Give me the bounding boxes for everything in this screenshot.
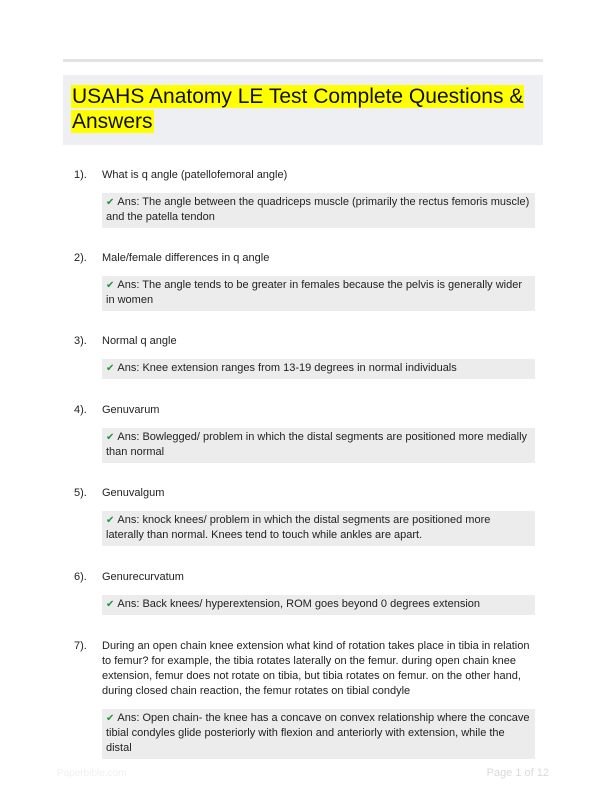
answer-text: Ans: Knee extension ranges from 13-19 degrees in normal individuals <box>117 362 457 374</box>
answer-text: Ans: Open chain- the knee has a concave on convex relationship where the concave tibial condyles glide posteriorly with flexion and anteriorly with extension, while the distal <box>106 712 530 754</box>
check-icon: ✔ <box>106 599 115 610</box>
check-icon: ✔ <box>106 713 115 724</box>
check-icon: ✔ <box>106 363 115 374</box>
question-number: 1). <box>74 169 87 181</box>
question-number: 2). <box>74 252 87 264</box>
page-number: Page 1 of 12 <box>486 767 549 779</box>
question-number: 7). <box>74 640 87 652</box>
check-icon: ✔ <box>106 432 115 443</box>
question-number: 5). <box>74 487 87 499</box>
question-number: 3). <box>74 335 87 347</box>
page-title-text: USAHS Anatomy LE Test Complete Questions & Answers <box>72 85 524 133</box>
check-icon: ✔ <box>106 197 115 208</box>
question-row <box>74 639 536 699</box>
question-text: Genuvarum <box>102 404 160 416</box>
qa-item <box>74 168 536 228</box>
qa-item <box>74 251 536 311</box>
question-text: Genuvalgum <box>102 487 165 499</box>
answer-box <box>102 595 535 615</box>
footer-watermark: Paperbible.com <box>57 768 127 779</box>
check-icon: ✔ <box>106 280 115 291</box>
qa-item <box>74 486 536 546</box>
question-row <box>74 334 536 349</box>
answer-box <box>102 193 535 228</box>
answer-box <box>102 359 535 379</box>
question-text: Male/female differences in q angle <box>102 252 270 264</box>
top-divider <box>63 59 543 62</box>
check-icon: ✔ <box>106 515 115 526</box>
question-row <box>74 251 536 266</box>
page-title <box>71 84 535 134</box>
answer-box <box>102 511 535 546</box>
qa-item <box>74 403 536 463</box>
question-row <box>74 486 536 501</box>
question-row <box>74 168 536 183</box>
answer-text: Ans: The angle between the quadriceps muscle (primarily the rectus femoris muscle) and the patella tendon <box>106 196 530 223</box>
answer-box <box>102 709 535 759</box>
answer-text: Ans: knock knees/ problem in which the distal segments are positioned more laterally than normal. Knees tend to touch while ankles are apart. <box>106 514 491 541</box>
question-text: What is q angle (patellofemoral angle) <box>102 169 288 181</box>
qa-item <box>74 639 536 759</box>
question-text: Genurecurvatum <box>102 571 184 583</box>
answer-box <box>102 276 535 311</box>
answer-text: Ans: Bowlegged/ problem in which the distal segments are positioned more medially than normal <box>106 431 528 458</box>
question-number: 4). <box>74 404 87 416</box>
question-text: Normal q angle <box>102 335 177 347</box>
answer-box <box>102 428 535 463</box>
qa-item <box>74 334 536 379</box>
qa-item <box>74 570 536 615</box>
answer-text: Ans: The angle tends to be greater in females because the pelvis is generally wider in women <box>106 279 522 306</box>
title-box <box>63 75 543 145</box>
question-text: During an open chain knee extension what kind of rotation takes place in tibia in relation to femur? for example, the tibia rotates laterally on the femur. during open chain knee extension, femur does not rotate on tibia, but tibia rotates on femur. on the other hand, during closed chain reaction, the femur rotates on tibial condyle <box>102 640 530 697</box>
question-number: 6). <box>74 571 87 583</box>
question-row <box>74 570 536 585</box>
answer-text: Ans: Back knees/ hyperextension, ROM goes beyond 0 degrees extension <box>117 598 480 610</box>
question-row <box>74 403 536 418</box>
